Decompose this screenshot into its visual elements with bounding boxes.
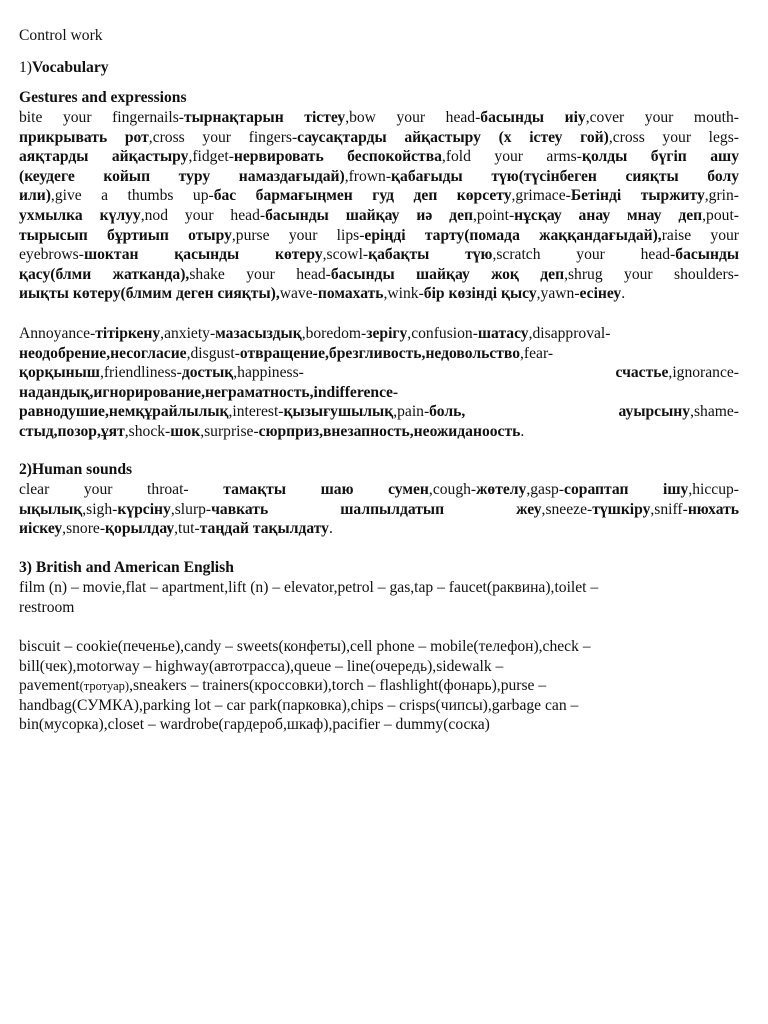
translation-text: еріңді тарту(помада жаққандағыдай), bbox=[364, 226, 662, 244]
translation-text: сораптап ішу bbox=[564, 481, 689, 498]
term-text: ,disapproval- bbox=[528, 325, 611, 342]
term-text: wave- bbox=[279, 285, 318, 303]
term-text: ,fidget- bbox=[188, 148, 234, 166]
term-text: ,anxiety- bbox=[160, 325, 216, 342]
section-1-number: 1) bbox=[19, 59, 32, 76]
translation-text: нервировать беспокойства bbox=[233, 148, 442, 166]
term-text: raise your bbox=[661, 226, 739, 244]
term-text: bill(чек),motorway – highway(автотрасса),queue – line(очередь),sidewalk – bbox=[19, 657, 504, 675]
text-line bbox=[19, 578, 598, 598]
translation-text: надандық,игнорирование,неграматность,indifference- bbox=[19, 383, 399, 401]
term-text: . bbox=[621, 285, 626, 303]
text-line bbox=[19, 637, 591, 657]
british-american-heading: 3) British and American English bbox=[19, 559, 234, 576]
text-line bbox=[19, 147, 739, 167]
term-text: clear your throat- bbox=[19, 481, 224, 498]
text-line bbox=[19, 657, 503, 677]
translation-text: Бетінді тыржиту bbox=[570, 187, 705, 205]
term-text: ,cover your mouth- bbox=[585, 109, 739, 126]
text-line bbox=[19, 226, 739, 246]
text-line bbox=[19, 402, 739, 422]
term-text: ,frown- bbox=[344, 167, 392, 185]
translation-text: жөтелу bbox=[476, 481, 527, 498]
term-text: eyebrows- bbox=[19, 246, 84, 264]
term-text: ,ignorance- bbox=[668, 364, 739, 382]
translation-text: шатасу bbox=[477, 325, 529, 342]
text-line bbox=[19, 265, 739, 285]
translation-text: (кеудеге койып туру намаздағыдай) bbox=[19, 167, 345, 185]
term-text: ,pout- bbox=[702, 207, 739, 224]
translation-text: күрсіну bbox=[117, 500, 171, 518]
term-text: ,gasp- bbox=[526, 481, 565, 498]
term-text: ,cross your legs- bbox=[608, 128, 739, 146]
text-line bbox=[19, 324, 739, 344]
term-text: ,sneakers – trainers(кроссовки),torch – flashlight(фонарь),purse – bbox=[129, 677, 547, 695]
translation-text: чавкать шалпылдатып жеу bbox=[211, 500, 542, 518]
text-line bbox=[19, 108, 739, 128]
text-line bbox=[19, 715, 490, 735]
term-text: ,surprise- bbox=[200, 423, 259, 440]
translation-text: қасу(блми жатканда), bbox=[19, 265, 190, 283]
translation-text: сюрприз,внезапность,неожиданоость bbox=[258, 423, 521, 440]
translation-text: шок bbox=[170, 423, 201, 440]
term-text: handbag(СУМКА),parking lot – car park(парковка),chips – crisps(чипсы),garbage can – bbox=[19, 696, 579, 714]
term-text: ,bow your head- bbox=[345, 109, 481, 126]
term-text: ,scratch your head- bbox=[492, 246, 676, 264]
translation-text: шоктан қасынды көтеру bbox=[83, 246, 323, 264]
translation-text: бас бармағыңмен гуд деп көрсету bbox=[213, 187, 512, 205]
term-text: ,cross your fingers- bbox=[148, 128, 298, 146]
term-text: ,sigh- bbox=[82, 500, 118, 518]
translation-text: иіскеу bbox=[19, 520, 63, 538]
translation-text: бір көзінді қысу bbox=[423, 285, 537, 303]
translation-text: аяқтарды айқастыру bbox=[19, 148, 189, 166]
term-text: ,shame- bbox=[690, 403, 739, 421]
term-text: . bbox=[328, 520, 333, 538]
term-text: ,sniff- bbox=[650, 500, 688, 518]
term-text: ,wink- bbox=[383, 285, 424, 303]
text-line bbox=[19, 284, 625, 304]
term-text: ,grin- bbox=[704, 187, 739, 205]
translation-text: прикрывать рот bbox=[19, 128, 149, 146]
term-text: ,friendliness- bbox=[99, 364, 182, 382]
term-text: ,scowl- bbox=[322, 246, 369, 264]
term-text: ,grimace- bbox=[511, 187, 571, 205]
translation-text: ухмылка күлуу bbox=[19, 207, 141, 224]
translation-text: таңдай тақылдату bbox=[199, 520, 329, 538]
translation-text: басынды bbox=[675, 246, 740, 264]
term-text: ,cough- bbox=[428, 481, 477, 498]
translation-text: тамақты шаю сумен bbox=[223, 481, 429, 498]
text-line bbox=[19, 383, 739, 403]
translation-text: боль, ауырсыну bbox=[429, 403, 691, 421]
doc-title: Control work bbox=[19, 27, 103, 44]
translation-text: отвращение,брезгливость,недовольство bbox=[239, 344, 521, 362]
term-text: bite your fingernails- bbox=[19, 109, 184, 126]
term-text: ,tut- bbox=[174, 520, 200, 538]
term-text: ,hiccup- bbox=[688, 481, 739, 498]
translation-text: тітіркену bbox=[95, 325, 161, 342]
term-text: ,disgust- bbox=[186, 344, 240, 362]
term-text: ,confusion- bbox=[407, 325, 478, 342]
translation-text: есінеу bbox=[579, 285, 622, 303]
term-text: ,boredom- bbox=[301, 325, 367, 342]
term-text: . bbox=[520, 423, 525, 440]
term-text: bin(мусорка),closet – wardrobe(гардероб,шкаф),pacifier – dummy(соска) bbox=[19, 716, 490, 734]
text-line bbox=[19, 676, 546, 697]
section-1-title: Vocabulary bbox=[32, 59, 109, 76]
translation-text: қолды бүгіп ашу bbox=[581, 148, 740, 166]
translation-text: равнодушие,немқұрайлылық bbox=[19, 403, 229, 421]
term-text: pavement bbox=[19, 677, 80, 695]
term-text: ,slurp- bbox=[170, 500, 212, 518]
term-text: ,interest- bbox=[228, 403, 284, 421]
translation-text: қабақты түю bbox=[368, 246, 493, 264]
translation-text: қорылдау bbox=[105, 520, 175, 538]
text-line bbox=[19, 128, 739, 148]
translation-text: тырысып бұртиып отыру bbox=[19, 226, 232, 244]
translation-text: ықылық bbox=[19, 500, 83, 518]
text-line bbox=[19, 480, 739, 500]
translation-text: түшкіру bbox=[592, 500, 651, 518]
text-line bbox=[19, 500, 739, 520]
text-line bbox=[19, 422, 524, 442]
text-line bbox=[19, 206, 739, 226]
term-text: (тротуар) bbox=[79, 679, 130, 694]
translation-text: достық bbox=[181, 364, 234, 382]
term-text: Annoyance- bbox=[19, 325, 96, 342]
term-text: shake your head- bbox=[189, 265, 331, 283]
text-line bbox=[19, 519, 333, 539]
translation-text: саусақтарды айқастыру (х істеу гой) bbox=[297, 128, 609, 146]
translation-text: или) bbox=[19, 187, 51, 205]
translation-text: иықты көтеру(блмим деген сияқты), bbox=[19, 285, 280, 303]
gestures-subheading: Gestures and expressions bbox=[19, 89, 187, 106]
term-text: ,give a thumbs up- bbox=[50, 187, 214, 205]
section-1-heading bbox=[19, 58, 109, 78]
translation-text: тырнақтарын тістеу bbox=[183, 109, 346, 126]
term-text: ,purse your lips- bbox=[231, 226, 365, 244]
translation-text: басынды шайқау жоқ деп bbox=[330, 265, 565, 283]
text-line bbox=[19, 344, 739, 364]
term-text: ,sneeze- bbox=[541, 500, 593, 518]
translation-text: счастье bbox=[615, 364, 669, 382]
term-text: ,happiness- bbox=[233, 364, 616, 382]
term-text: restroom bbox=[19, 598, 75, 616]
term-text: ,pain- bbox=[393, 403, 430, 421]
translation-text: неодобрение,несогласие bbox=[19, 344, 187, 362]
text-line bbox=[19, 186, 739, 206]
term-text: ,shock- bbox=[124, 423, 171, 440]
translation-text: қорқыныш bbox=[19, 364, 100, 382]
term-text: ,fold your arms- bbox=[441, 148, 582, 166]
translation-text: мазасыздық bbox=[215, 325, 302, 342]
term-text: biscuit – cookie(печенье),candy – sweets(конфеты),cell phone – mobile(телефон),check – bbox=[19, 638, 591, 655]
translation-text: қабағыды түю(түсінбеген сияқты болу bbox=[391, 167, 739, 185]
text-line bbox=[19, 363, 739, 383]
term-text: ,shrug your shoulders- bbox=[564, 265, 739, 283]
term-text: ,snore- bbox=[62, 520, 106, 538]
human-sounds-heading: 2)Human sounds bbox=[19, 461, 133, 478]
translation-text: зерігу bbox=[366, 325, 408, 342]
term-text: film (n) – movie,flat – apartment,lift (n) – elevator,petrol – gas,tap – faucet(раквина),toilet – bbox=[19, 579, 599, 596]
term-text: ,fear- bbox=[520, 344, 554, 362]
translation-text: қызығушылық bbox=[283, 403, 394, 421]
translation-text: стыд,позор,ұят bbox=[19, 423, 125, 440]
translation-text: басынды шайқау иә деп bbox=[265, 207, 473, 224]
term-text: ,yawn- bbox=[536, 285, 580, 303]
text-line bbox=[19, 167, 739, 187]
term-text: ,nod your head- bbox=[140, 207, 266, 224]
text-line bbox=[19, 696, 578, 716]
term-text: ,point- bbox=[472, 207, 515, 224]
translation-text: нұсқау анау мнау деп bbox=[514, 207, 703, 224]
text-line bbox=[19, 598, 74, 618]
text-line bbox=[19, 245, 739, 265]
translation-text: нюхать bbox=[687, 500, 739, 518]
translation-text: помахать bbox=[317, 285, 384, 303]
translation-text: басынды иіу bbox=[480, 109, 586, 126]
